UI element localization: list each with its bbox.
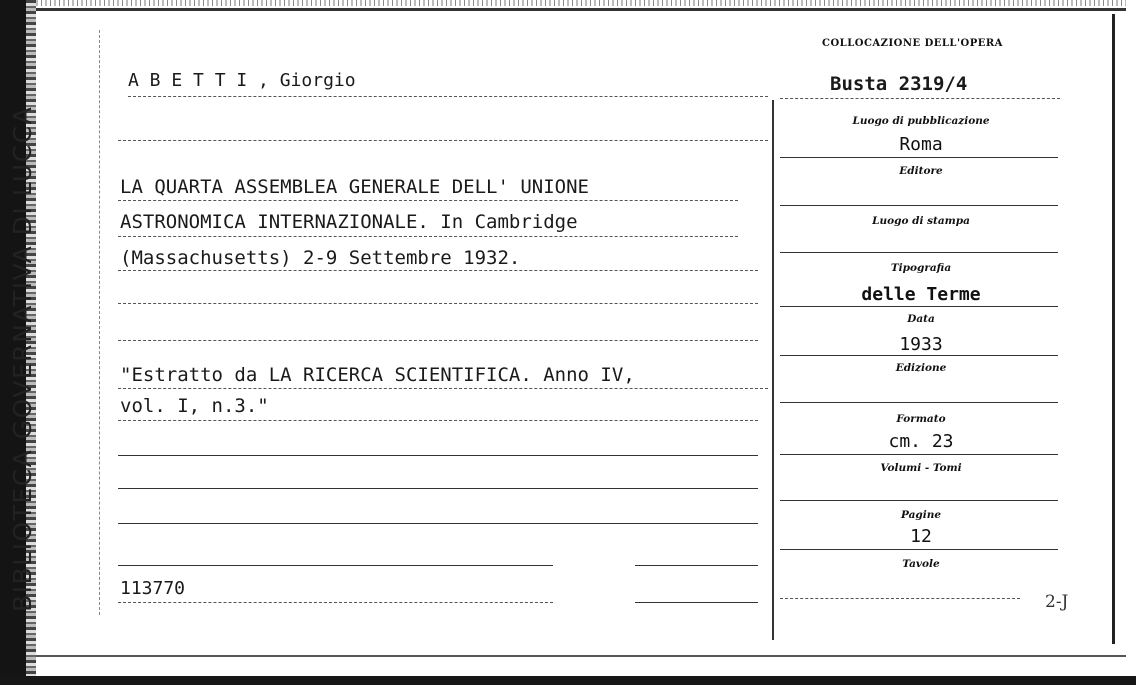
field-label-volumes: Volumi - Tomi	[880, 462, 962, 474]
title-rule-1	[118, 200, 738, 201]
note-rule-1	[118, 388, 768, 389]
field-label-printer: Tipografia	[890, 262, 952, 274]
field-rule-2	[780, 205, 1058, 206]
field-label-publisher: Editore	[899, 165, 943, 177]
inventory-rule-b	[635, 602, 758, 603]
field-label-pages: Pagine	[900, 509, 942, 521]
field-rule-4	[780, 306, 1058, 307]
collocation-value: Busta 2319/4	[830, 73, 968, 95]
field-label-edition: Edizione	[895, 362, 947, 374]
corner-mark: 2-J	[1045, 592, 1069, 612]
left-margin-divider	[99, 30, 100, 615]
field-rule-10	[780, 598, 1020, 599]
blank-rule-7a	[118, 565, 553, 566]
author-rule	[128, 96, 768, 97]
title-rule-3	[118, 270, 758, 271]
field-rule-5	[780, 355, 1058, 356]
title-rule-2	[118, 236, 738, 237]
field-value-printer: delle Terme	[861, 284, 981, 305]
note-rule-2	[118, 420, 758, 421]
title-line-1: LA QUARTA ASSEMBLEA GENERALE DELL' UNIONE	[120, 176, 589, 198]
blank-rule-2	[118, 303, 758, 304]
scan-edge-top-texture	[36, 0, 1126, 6]
card-top-border	[36, 8, 1126, 11]
collocation-header: COLLOCAZIONE DELL'OPERA	[822, 38, 1003, 49]
title-line-3: (Massachusetts) 2-9 Settembre 1932.	[120, 247, 521, 269]
author-name: A B E T T I , Giorgio	[128, 70, 356, 91]
field-rule-3	[780, 252, 1058, 253]
blank-rule-7b	[635, 565, 758, 566]
blank-rule-6	[118, 523, 758, 524]
blank-rule-3	[118, 340, 758, 341]
field-label-place-of-printing: Luogo di stampa	[872, 215, 970, 227]
card-right-border	[1112, 14, 1115, 644]
field-value-format: cm. 23	[888, 431, 954, 452]
field-value-pages: 12	[910, 526, 932, 547]
scan-edge-bottom	[0, 676, 1136, 685]
collocation-rule	[780, 98, 1060, 99]
inventory-rule	[118, 602, 553, 603]
field-rule-6	[780, 402, 1058, 403]
blank-rule-5	[118, 488, 758, 489]
field-rule-1	[780, 157, 1058, 158]
field-value-place-of-publication: Roma	[899, 134, 943, 155]
right-column-divider	[772, 100, 774, 640]
library-name-vertical: BIBLIOTECA GOVERNATIVA DI LUCCA	[8, 105, 37, 612]
field-value-date: 1933	[899, 334, 943, 355]
title-line-2: ASTRONOMICA INTERNAZIONALE. In Cambridge	[120, 211, 578, 233]
field-label-place-of-publication: Luogo di pubblicazione	[852, 115, 990, 127]
field-rule-9	[780, 549, 1058, 550]
inventory-number: 113770	[120, 578, 186, 599]
field-rule-7	[780, 454, 1058, 455]
note-line-1: "Estratto da LA RICERCA SCIENTIFICA. Anno IV,	[120, 364, 635, 386]
note-line-2: vol. I, n.3."	[120, 395, 269, 417]
field-label-format: Formato	[896, 413, 946, 425]
card-bottom-border	[36, 655, 1126, 657]
field-rule-8	[780, 500, 1058, 501]
blank-rule	[118, 140, 768, 141]
field-label-date: Data	[907, 313, 935, 325]
field-label-plates: Tavole	[902, 558, 940, 570]
blank-rule-4	[118, 455, 758, 456]
